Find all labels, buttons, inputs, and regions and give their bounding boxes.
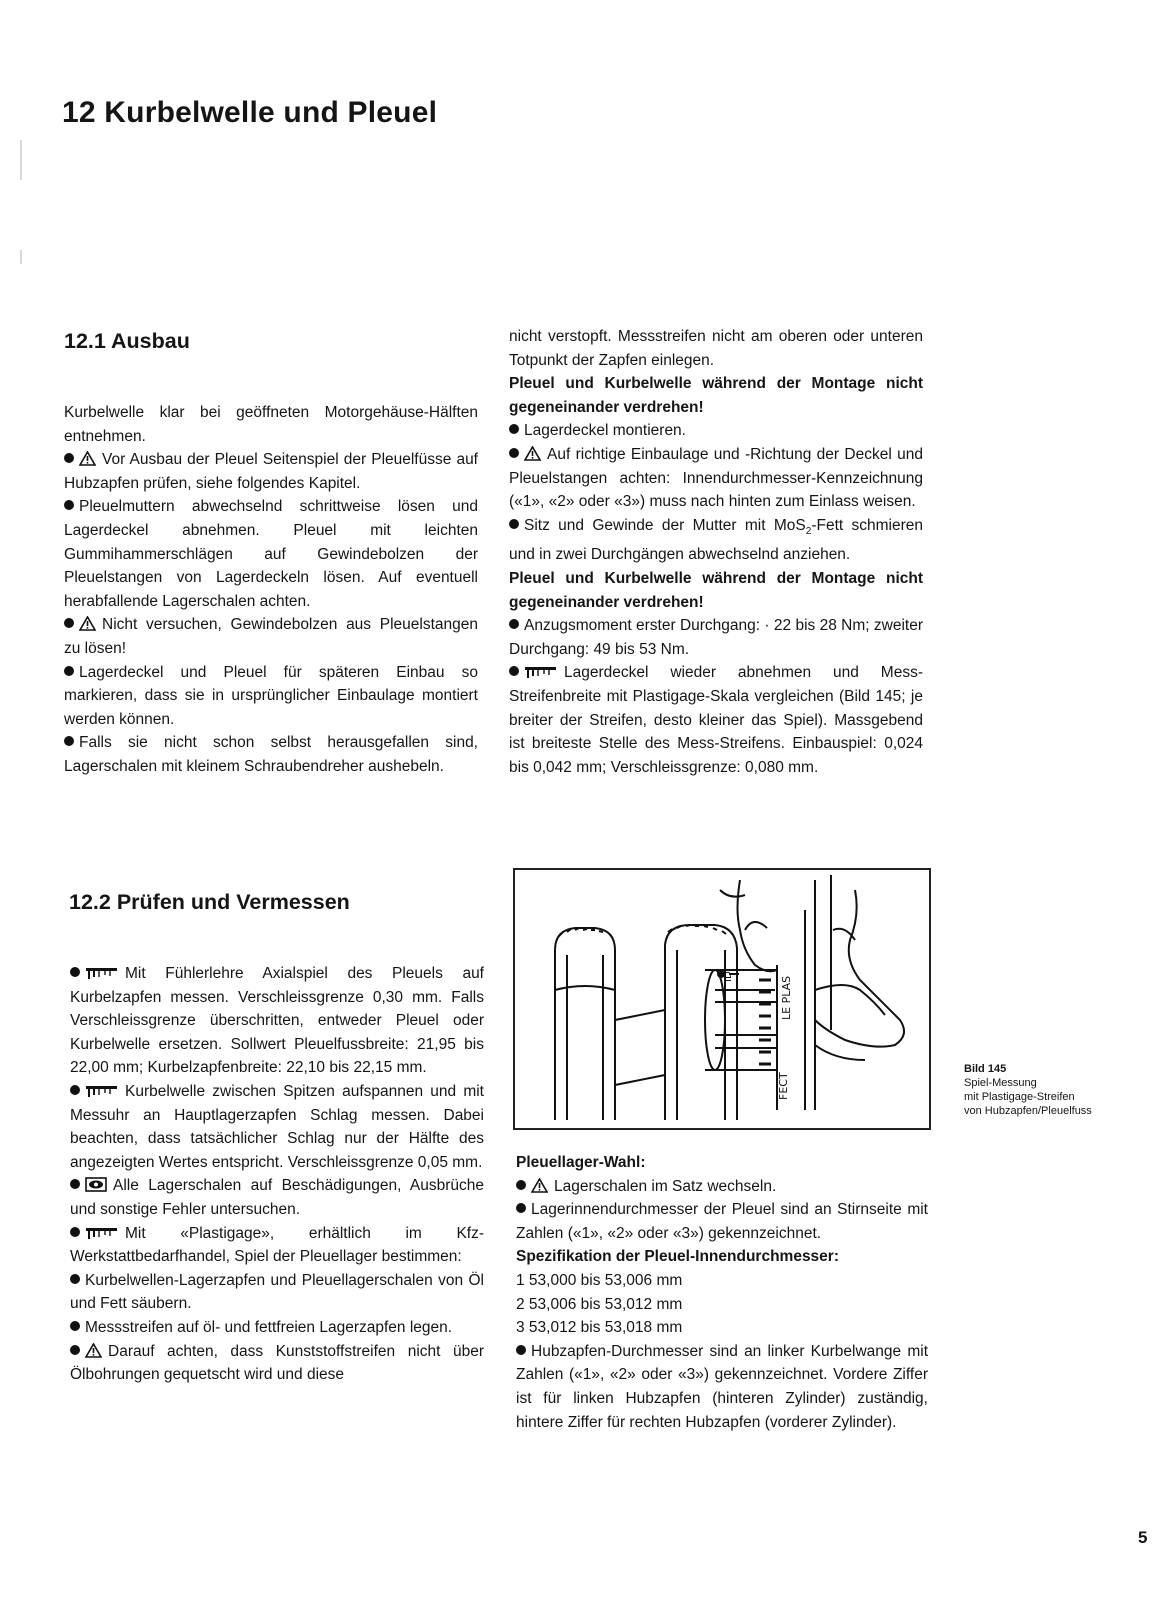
bullet-icon — [70, 1227, 80, 1237]
bullet-icon — [70, 967, 80, 977]
list-item: Mit «Plastigage», erhältlich im Kfz-Werkstattbedarfhandel, Spiel der Pleuellager bestimmen: — [70, 1224, 484, 1266]
measuring-tool-icon — [85, 1083, 119, 1098]
bullet-icon — [509, 448, 519, 458]
scale-label-text: LE PLAS — [780, 975, 793, 1020]
caption-line: von Hubzapfen/Pleuelfuss — [964, 1105, 1092, 1117]
list-item: Darauf achten, dass Kunststoffstreifen nicht über Ölbohrungen gequetscht wird und diese — [70, 1342, 484, 1384]
list-item: Pleuelmuttern abwechselnd schrittweise lösen und Lagerdeckel abnehmen. Pleuel mit leichten Gummihammerschlägen auf Gewindebolzen der Pleuelstangen von Lagerdeckeln lösen. Auf eventuell herabfallende Lagerschalen achten. — [64, 498, 478, 610]
bullet-icon — [64, 500, 74, 510]
pleuellager-wahl-text — [516, 1151, 928, 1434]
warning-icon — [531, 1178, 548, 1193]
ausbau-text — [64, 401, 478, 779]
bullet-icon — [64, 453, 74, 463]
warning-icon — [85, 1343, 102, 1358]
page-number: 5 — [1138, 1528, 1148, 1547]
scan-edge-mark — [20, 250, 22, 264]
measuring-tool-icon — [85, 1225, 119, 1240]
list-item: Lagerdeckel und Pleuel für späteren Einbau so markieren, dass sie in ursprünglicher Einbaulage montiert werden können. — [64, 663, 478, 728]
list-item: Lagerschalen im Satz wechseln. — [516, 1175, 928, 1199]
section-heading-pruefen: 12.2 Prüfen und Vermessen — [69, 890, 350, 914]
bullet-icon — [70, 1321, 80, 1331]
list-item: Hubzapfen-Durchmesser sind an linker Kurbelwange mit Zahlen («1», «2» oder «3») gekennzeichnet. Vordere Ziffer ist für linken Hubzapfen (hinteren Zylinder) zuständig, hintere Ziffer für rechten Hubzapfen (vorderer Zylinder). — [516, 1342, 928, 1431]
figure-illustration — [513, 868, 931, 1130]
scan-edge-mark — [20, 140, 22, 180]
warning-icon — [79, 451, 96, 466]
bullet-icon — [70, 1345, 80, 1355]
list-item: Mit Fühlerlehre Axialspiel des Pleuels auf Kurbelzapfen messen. Verschleissgrenze 0,30 mm. Falls Verschleissgrenze überschritten, entweder Pleuel oder Kurbelwelle ersetzen. Sollwert Pleuelfussbreite: 21,95 bis 22,00 mm; Kurbelzapfenbreite: 22,10 bis 22,15 mm. — [70, 965, 484, 1077]
bullet-icon — [70, 1085, 80, 1095]
bullet-icon — [509, 619, 519, 629]
bullet-icon — [516, 1345, 526, 1355]
list-item: Lagerinnendurchmesser der Pleuel sind an Stirnseite mit Zahlen («1», «2» oder «3») gekennzeichnet. — [516, 1201, 928, 1242]
measuring-tool-icon — [85, 965, 119, 980]
list-item: Vor Ausbau der Pleuel Seitenspiel der Pleuelfüsse auf Hubzapfen prüfen, siehe folgendes Kapitel. — [64, 451, 478, 492]
bullet-icon — [70, 1274, 80, 1284]
caption-line: Spiel-Messung — [964, 1077, 1037, 1089]
list-item: Anzugsmoment erster Durchgang: · 22 bis 28 Nm; zweiter Durchgang: 49 bis 53 Nm. — [509, 617, 923, 658]
bullet-icon — [64, 666, 74, 676]
list-item: Lagerdeckel wieder abnehmen und Mess-Streifenbreite mit Plastigage-Skala vergleichen (Bild 145; je breiter der Streifen, desto kleiner das Spiel). Massgebend ist breiteste Stelle des Mess-Streifens. Einbauspiel: 0,024 bis 0,042 mm; Verschleissgrenze: 0,080 mm. — [509, 664, 923, 776]
bullet-icon — [70, 1179, 80, 1189]
bullet-icon — [516, 1180, 526, 1190]
list-item: Alle Lagerschalen auf Beschädigungen, Ausbrüche und sonstige Fehler untersuchen. — [70, 1177, 484, 1218]
caption-line: mit Plastigage-Streifen — [964, 1091, 1075, 1103]
bullet-icon — [64, 618, 74, 628]
eye-inspection-icon — [85, 1177, 107, 1192]
subheading: Pleuellager-Wahl: — [516, 1154, 646, 1171]
list-item: Kurbelwellen-Lagerzapfen und Pleuellagerschalen von Öl und Fett säubern. — [70, 1271, 484, 1313]
spec-line: 1 53,000 bis 53,006 mm — [516, 1271, 683, 1289]
section-heading-ausbau: 12.1 Ausbau — [64, 329, 190, 353]
bullet-icon — [509, 519, 519, 529]
bullet-icon — [516, 1203, 526, 1213]
bold-warning-note: Pleuel und Kurbelwelle während der Montage nicht gegeneinander verdrehen! — [509, 570, 923, 611]
spec-line: 2 53,006 bis 53,012 mm — [516, 1295, 683, 1313]
measuring-tool-icon — [524, 664, 558, 679]
list-item: Lagerdeckel montieren. — [509, 419, 923, 443]
bullet-icon — [64, 736, 74, 746]
figure-number: Bild 145 — [964, 1063, 1007, 1075]
list-item: Sitz und Gewinde der Mutter mit MoS$_2$-Fett schmieren und in zwei Durchgängen abwechselnd anziehen. — [509, 516, 924, 564]
bullet-icon — [509, 666, 519, 676]
continuation-text: nicht verstopft. Messstreifen nicht am oberen oder unteren Totpunkt der Zapfen einlegen. — [509, 328, 923, 369]
ausbau-intro: Kurbelwelle klar bei geöffneten Motorgehäuse-Hälften entnehmen. — [64, 404, 478, 445]
scale-label-text: FECT — [777, 1072, 790, 1100]
warning-icon — [79, 616, 96, 631]
subheading: Spezifikation der Pleuel-Innendurchmesser: — [516, 1248, 839, 1266]
spec-list — [516, 1269, 928, 1340]
list-item: Messstreifen auf öl- und fettfreien Lagerzapfen legen. — [70, 1316, 484, 1340]
spec-line: 3 53,012 bis 53,018 mm — [516, 1319, 683, 1337]
list-item: Falls sie nicht schon selbst herausgefallen sind, Lagerschalen mit kleinem Schraubendreher aushebeln. — [64, 734, 478, 775]
right-column-text — [509, 325, 923, 779]
list-item: Nicht versuchen, Gewindebolzen aus Pleuelstangen zu lösen! — [64, 616, 478, 657]
chapter-title: 12 Kurbelwelle und Pleuel — [62, 96, 438, 129]
pin-label-text: ID — [723, 971, 734, 982]
list-item: Auf richtige Einbaulage und -Richtung der Deckel und Pleuelstangen achten: Innendurchmesser-Kennzeichnung («1», «2» oder «3») muss nach hinten zum Einlass weisen. — [509, 445, 923, 511]
crankshaft-plastigage-drawing — [515, 870, 929, 1128]
list-item: Kurbelwelle zwischen Spitzen aufspannen und mit Messuhr an Hauptlagerzapfen Schlag messen. Dabei beachten, dass tatsächlicher Schlag nur der Hälfte des angezeigten Wertes entspricht. Verschleissgrenze 0,05 mm. — [70, 1082, 484, 1171]
bold-warning-note: Pleuel und Kurbelwelle während der Montage nicht gegeneinander verdrehen! — [509, 375, 923, 416]
pruefen-text — [70, 962, 484, 1387]
bullet-icon — [509, 424, 519, 434]
figure-caption — [964, 1062, 1144, 1118]
warning-icon — [524, 446, 541, 461]
